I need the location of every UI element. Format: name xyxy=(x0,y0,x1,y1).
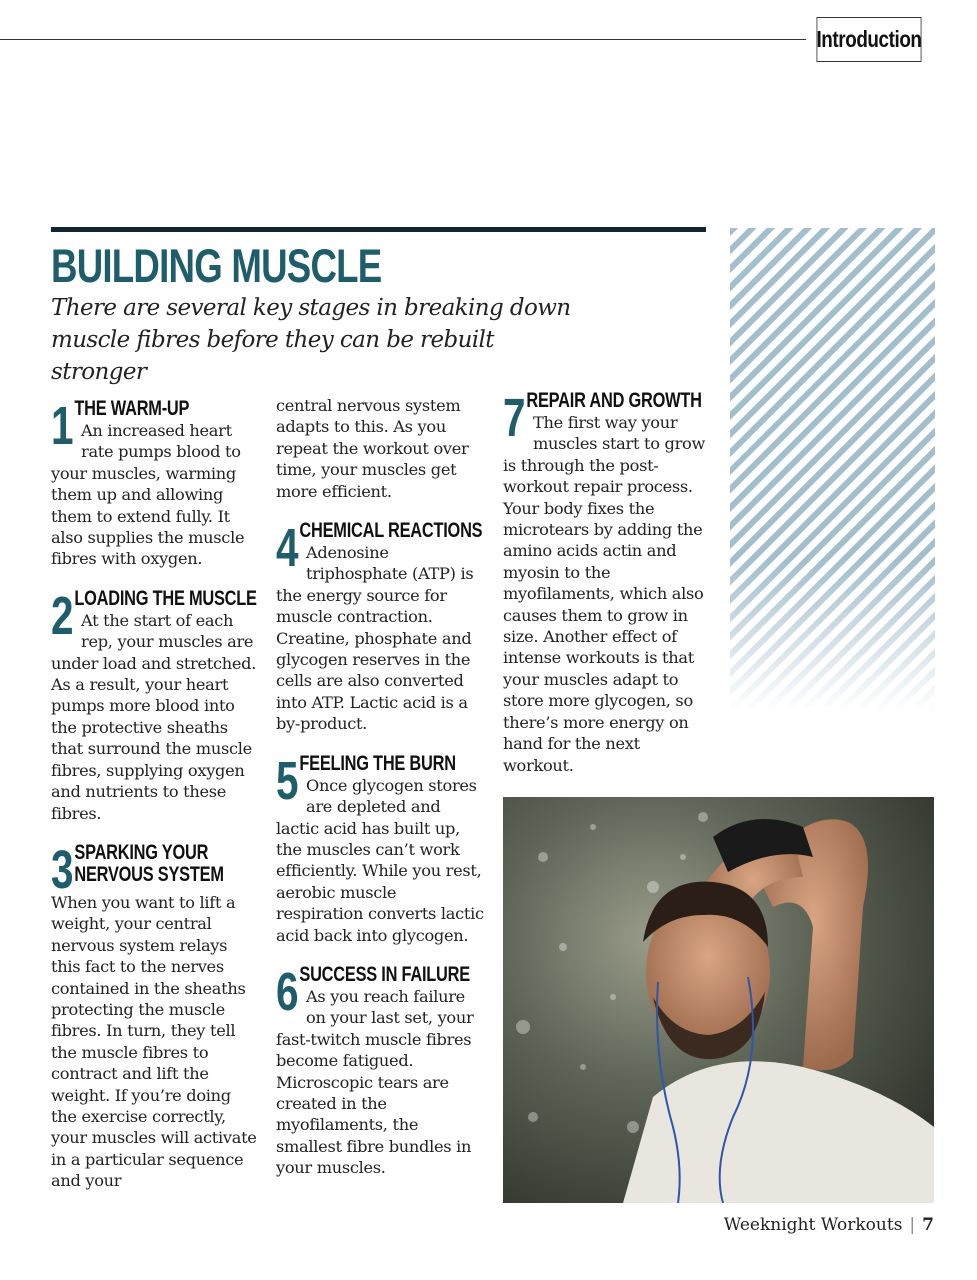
step-number: 2 xyxy=(51,585,74,646)
athlete-stretching-photo xyxy=(503,797,934,1203)
step-3 xyxy=(51,839,261,1192)
column-1 xyxy=(51,398,261,1210)
stripes-fade xyxy=(730,560,935,712)
step-heading-line-2: NERVOUS SYSTEM xyxy=(74,862,224,886)
step-6 xyxy=(276,961,486,1179)
step-body: At the start of each rep, your muscles are under load and stretched. As a result, your heart pumps more blood into the protective sheaths that surround the muscle fibres, supplying oxygen and nutrients to these fibres. xyxy=(51,610,257,823)
header-rule xyxy=(0,39,806,40)
step-body: An increased heart rate pumps blood to your muscles, warming them up and allowing them to extend fully. It also supplies the muscle fibres with oxygen. xyxy=(51,421,245,569)
publication-name: Weeknight Workouts xyxy=(723,1215,903,1235)
step-heading: REPAIR AND GROWTH xyxy=(526,389,702,412)
step-5 xyxy=(276,750,486,946)
step-heading: FEELING THE BURN xyxy=(299,751,456,775)
page-number: 7 xyxy=(922,1215,934,1235)
step-heading: SUCCESS IN FAILURE xyxy=(299,962,470,986)
title-rule xyxy=(51,227,706,232)
step-body: The first way your muscles start to grow is through the post-workout repair process. Your body fixes the microtears by adding the amino acids actin and myosin to the myofilaments, which also causes them to grow in size. Another effect of intense workouts is that your muscles adapt to store more glycogen, so there’s more energy on hand for the next workout. xyxy=(503,413,706,775)
step-number: 5 xyxy=(276,750,299,811)
step-number: 6 xyxy=(276,961,299,1022)
page-footer xyxy=(724,1215,934,1235)
standfirst: There are several key stages in breaking down muscle fibres before they can be rebuilt stronger xyxy=(51,295,571,385)
step-4 xyxy=(276,520,486,735)
footer-separator: | xyxy=(909,1215,916,1235)
step-2 xyxy=(51,585,261,824)
step-body: When you want to lift a weight, your central nervous system relays this fact to the nerves contained in the sheaths protecting the muscle fibres. In turn, they tell the muscle fibres to contract and lift the weight. If you’re doing the exercise correctly, your muscles will activate in a particular sequence and your xyxy=(51,892,257,1191)
step-number: 3 xyxy=(51,839,74,900)
column-2 xyxy=(276,395,486,1197)
step-heading: THE WARM-UP xyxy=(74,397,190,420)
step-number: 1 xyxy=(51,396,74,456)
step-body: As you reach failure on your last set, your fast-twitch muscle fibres become fatigued. Microscopic tears are created in the myofilaments, the smallest fibre bundles in your muscles. xyxy=(276,986,474,1178)
photo-illustration xyxy=(503,797,934,1203)
step-number: 4 xyxy=(276,518,299,579)
column-3 xyxy=(503,390,708,794)
step-number: 7 xyxy=(503,388,526,448)
step-1 xyxy=(51,398,261,570)
step-body-continued: central nervous system adapts to this. As you repeat the workout over time, your muscles get more efficient. xyxy=(276,396,469,501)
step-7 xyxy=(503,390,708,776)
step-heading: LOADING THE MUSCLE xyxy=(74,586,257,610)
step-heading: CHEMICAL REACTIONS xyxy=(299,519,483,543)
step-heading-line-1: SPARKING YOUR xyxy=(74,840,209,864)
section-tab: Introduction xyxy=(817,17,922,62)
step-body: Once glycogen stores are depleted and lactic acid has built up, the muscles can’t work efficiently. While you rest, aerobic muscle respiration converts lactic acid back into glycogen. xyxy=(276,775,484,945)
page-title: BUILDING MUSCLE xyxy=(51,239,382,292)
step-body: Adenosine triphosphate (ATP) is the energy source for muscle contraction. Creatine, phosphate and glycogen reserves in the cells are also converted into ATP. Lactic acid is a by-product. xyxy=(276,543,474,734)
